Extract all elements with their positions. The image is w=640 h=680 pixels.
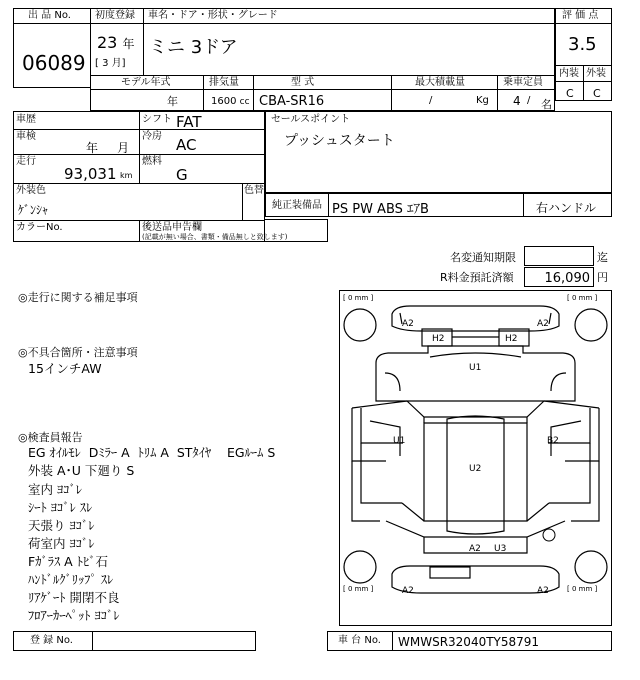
damage-mark: H2: [505, 334, 518, 344]
damage-mark: A2: [402, 586, 414, 596]
exterior-label: 外装: [586, 68, 606, 79]
damage-circles: [543, 529, 555, 541]
hood-and-fenders: [376, 346, 575, 401]
windshield: [407, 401, 544, 423]
shift-value: FAT: [176, 113, 202, 131]
year-value: 23: [97, 33, 118, 52]
roof: [424, 416, 527, 534]
type-label: 型 式: [291, 77, 315, 88]
inspector-line: 天張り ﾖｺﾞﾚ: [28, 518, 95, 533]
body-right-side: [544, 401, 599, 521]
inspection-value: 年 月: [86, 141, 130, 155]
recycle-fee-field: [524, 267, 594, 287]
damage-marks: [393, 319, 559, 596]
year-unit: 年: [122, 37, 135, 51]
lot-number-box: [13, 8, 91, 88]
car-model-label: 車名・ドア・形状・グレード: [148, 10, 278, 21]
inspector-title: ◎検査員報告: [18, 431, 83, 444]
displacement-number: 1600: [211, 96, 237, 107]
inspector-line: Fｶﾞﾗｽ A ﾄﾋﾞ石: [28, 554, 108, 569]
exterior-grade: C: [593, 87, 601, 100]
damage-mark: U2: [469, 464, 482, 474]
shift-label: シフト: [142, 114, 172, 125]
color-no-label: カラーNo.: [16, 222, 63, 233]
damage-mark: U1: [393, 436, 406, 446]
inspector-line: ｼｰﾄ ﾖｺﾞﾚ ｽﾚ: [28, 500, 93, 515]
rating-label: 評 価 点: [562, 10, 599, 21]
damage-mark: A2: [537, 319, 549, 329]
tire-front-left: [344, 309, 376, 341]
report-section: [16, 290, 328, 626]
first-registration-label: 初度登録: [95, 10, 135, 21]
capacity-value: 4: [513, 94, 521, 108]
handle-value: 右ハンドル: [536, 201, 597, 215]
registration-month: [ 3 月]: [95, 58, 126, 69]
inspector-line: 室内 ﾖｺﾞﾚ: [28, 482, 82, 497]
rating-score: 3.5: [568, 34, 597, 55]
details-box: [13, 111, 288, 242]
rear-bumper: [392, 566, 559, 593]
max-load-unit: Kg: [476, 95, 489, 106]
tire-depth-label: [ 0 mm ]: [343, 585, 374, 593]
sales-point-value: プッシュスタート: [284, 133, 395, 149]
name-change-unit: 迄: [597, 251, 608, 264]
tire-depth-label: [ 0 mm ]: [343, 294, 374, 302]
tire-front-right: [575, 309, 607, 341]
model-type: CBA-SR16: [259, 94, 325, 109]
displacement-unit: cc: [239, 97, 250, 107]
registration-year: [97, 33, 134, 52]
damage-mark: U1: [469, 363, 482, 373]
docs-label: 後送品申告欄: [142, 222, 202, 233]
mileage-label: 走行: [16, 156, 36, 167]
vehicle-header-box: [90, 8, 555, 111]
capacity-label: 乗車定員: [503, 77, 543, 88]
color-change-label: 色替: [244, 185, 264, 196]
max-load-separator: /: [429, 95, 433, 106]
exterior-color-value: ｹﾞﾝｼｬ: [18, 203, 49, 217]
inspector-line: ﾘｱｹﾞｰﾄ 開閉不良: [28, 590, 120, 605]
mileage-value: 93,031: [64, 165, 117, 183]
car-diagram-svg: [340, 291, 611, 625]
recycle-fee-unit: 円: [597, 271, 608, 284]
chassis-number-label: 車 台 No.: [338, 635, 381, 646]
inspector-line: 外装 A･U 下廻り S: [28, 463, 135, 478]
tire-rear-left: [344, 551, 376, 583]
rating-box: [555, 8, 612, 101]
chassis-number: WMWSR32040TY58791: [398, 635, 540, 649]
damage-mark: B2: [547, 436, 559, 446]
max-load-label: 最大積載量: [415, 77, 465, 88]
front-bumper: [392, 306, 559, 331]
chassis-number-box: [327, 631, 612, 651]
fuel-label: 燃料: [142, 156, 162, 167]
inspection-label: 車検: [16, 131, 36, 142]
inspector-line: 荷室内 ﾖｺﾞﾚ: [28, 536, 95, 551]
damage-mark: A2: [402, 319, 414, 329]
docs-extension-box: [264, 219, 328, 242]
sales-point-box: [265, 111, 612, 193]
interior-grade: C: [566, 87, 574, 100]
name-change-label: 名変通知期限: [450, 251, 516, 264]
defects-title: ◎不具合箇所・注意事項: [18, 346, 138, 359]
displacement-label: 排気量: [209, 77, 239, 88]
exterior-color-label: 外装色: [16, 185, 46, 196]
damage-mark: A2: [537, 586, 549, 596]
car-name: ミニ 3ドア: [149, 37, 238, 58]
inspector-line: ﾊﾝﾄﾞﾙｸﾞﾘｯﾌﾟ ｽﾚ: [28, 572, 114, 587]
car-diagram: [339, 290, 612, 626]
inspector-line: ﾌﾛｱｰｶｰﾍﾟｯﾄ ﾖｺﾞﾚ: [28, 608, 120, 623]
capacity-unit: 名: [541, 98, 552, 111]
equipment-box: [265, 193, 612, 217]
damage-mark: U3: [494, 544, 507, 554]
mileage-unit: km: [120, 171, 133, 180]
equipment-value: PS PW ABS ｴｱB: [332, 202, 429, 217]
tire-depth-label: [ 0 mm ]: [567, 585, 598, 593]
equipment-label: 純正装備品: [272, 200, 322, 211]
recycle-fee-amount: 16,090: [544, 271, 590, 286]
defect-item: 15インチAW: [28, 361, 102, 376]
recycle-fee-label: R料金預託済額: [440, 271, 514, 284]
body-left-side: [352, 401, 407, 521]
interior-label: 内装: [559, 68, 579, 79]
docs-note: (記載が無い場合、書類・備品無しと致します): [142, 233, 288, 241]
ac-value: AC: [176, 136, 197, 154]
registration-number-box: [13, 631, 256, 651]
registration-number-label: 登 録 No.: [30, 635, 73, 646]
tire-rear-right: [575, 551, 607, 583]
name-change-field: [524, 246, 594, 266]
damage-mark: H2: [432, 334, 445, 344]
damage-mark: A2: [469, 544, 481, 554]
capacity-separator: /: [527, 95, 531, 106]
sales-point-label: セールスポイント: [271, 114, 351, 125]
model-year-label: モデル年式: [121, 77, 171, 88]
displacement-value: [211, 96, 250, 107]
inspector-line: EG ｵｲﾙﾓﾚ Dﾐﾗｰ A ﾄﾘﾑ A STﾀｲﾔ EGﾙｰﾑ S: [28, 445, 276, 460]
lot-number: 06089: [22, 51, 86, 75]
supplement-title: ◎走行に関する補足事項: [18, 291, 138, 304]
fuel-value: G: [176, 166, 188, 184]
ac-label: 冷房: [142, 131, 162, 142]
model-year-unit: 年: [167, 95, 178, 108]
lot-no-label: 出 品 No.: [28, 10, 71, 21]
tire-depth-label: [ 0 mm ]: [567, 294, 598, 302]
history-label: 車歴: [16, 114, 36, 125]
